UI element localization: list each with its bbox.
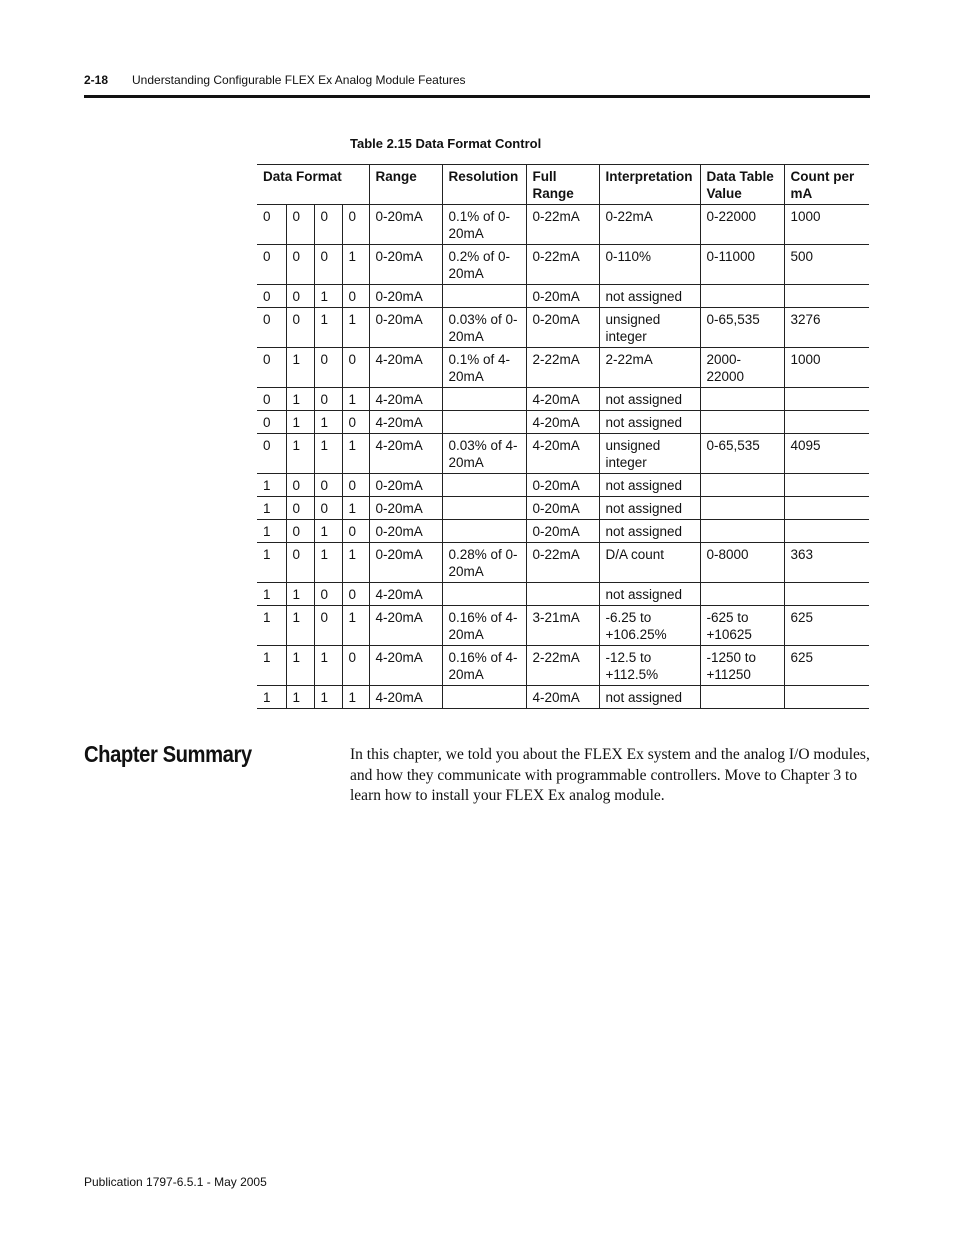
table-caption: Table 2.15 Data Format Control bbox=[350, 136, 542, 151]
table-row bbox=[257, 583, 869, 606]
cell-bit-3: 1 bbox=[342, 686, 369, 709]
cell-range: 4-20mA bbox=[369, 348, 442, 388]
cell-bit-2: 0 bbox=[314, 388, 342, 411]
cell-resolution bbox=[442, 686, 526, 709]
cell-range: 4-20mA bbox=[369, 583, 442, 606]
cell-full-range: 3-21mA bbox=[526, 606, 599, 646]
cell-bit-1: 0 bbox=[286, 497, 314, 520]
cell-full-range: 0-20mA bbox=[526, 497, 599, 520]
cell-bit-1: 1 bbox=[286, 646, 314, 686]
cell-bit-0: 1 bbox=[257, 583, 286, 606]
cell-bit-3: 0 bbox=[342, 520, 369, 543]
cell-bit-0: 0 bbox=[257, 245, 286, 285]
cell-data-table-value bbox=[700, 388, 784, 411]
cell-range: 0-20mA bbox=[369, 474, 442, 497]
cell-full-range: 0-22mA bbox=[526, 205, 599, 245]
cell-bit-0: 1 bbox=[257, 474, 286, 497]
cell-count-per-ma: 500 bbox=[784, 245, 869, 285]
section-heading: Chapter Summary bbox=[84, 741, 252, 767]
data-format-table bbox=[257, 164, 869, 709]
cell-count-per-ma bbox=[784, 497, 869, 520]
cell-full-range: 4-20mA bbox=[526, 434, 599, 474]
cell-bit-0: 0 bbox=[257, 205, 286, 245]
cell-bit-3: 0 bbox=[342, 474, 369, 497]
cell-resolution: 0.1% of 4-20mA bbox=[442, 348, 526, 388]
cell-bit-1: 0 bbox=[286, 520, 314, 543]
cell-data-table-value: 0-65,535 bbox=[700, 434, 784, 474]
cell-range: 4-20mA bbox=[369, 686, 442, 709]
cell-interpretation: not assigned bbox=[599, 285, 700, 308]
cell-full-range: 0-22mA bbox=[526, 543, 599, 583]
cell-range: 4-20mA bbox=[369, 411, 442, 434]
cell-bit-2: 0 bbox=[314, 205, 342, 245]
cell-bit-1: 0 bbox=[286, 474, 314, 497]
cell-interpretation: not assigned bbox=[599, 583, 700, 606]
cell-range: 0-20mA bbox=[369, 308, 442, 348]
cell-bit-0: 0 bbox=[257, 285, 286, 308]
cell-full-range: 0-20mA bbox=[526, 308, 599, 348]
cell-bit-2: 1 bbox=[314, 411, 342, 434]
cell-data-table-value bbox=[700, 686, 784, 709]
cell-bit-2: 1 bbox=[314, 520, 342, 543]
cell-data-table-value bbox=[700, 520, 784, 543]
cell-data-table-value: 0-8000 bbox=[700, 543, 784, 583]
cell-interpretation: -6.25 to +106.25% bbox=[599, 606, 700, 646]
cell-bit-3: 1 bbox=[342, 434, 369, 474]
cell-bit-1: 0 bbox=[286, 285, 314, 308]
cell-bit-0: 1 bbox=[257, 543, 286, 583]
cell-range: 0-20mA bbox=[369, 543, 442, 583]
cell-bit-1: 0 bbox=[286, 245, 314, 285]
cell-count-per-ma bbox=[784, 285, 869, 308]
summary-paragraph: In this chapter, we told you about the FLEX Ex system and the analog I/O modules, and how they communicate with programmable controllers. Move to Chapter 3 to learn how to install your FLEX Ex analog module. bbox=[350, 746, 870, 804]
cell-bit-2: 0 bbox=[314, 606, 342, 646]
cell-resolution: 0.1% of 0-20mA bbox=[442, 205, 526, 245]
cell-resolution: 0.16% of 4-20mA bbox=[442, 646, 526, 686]
cell-interpretation: 2-22mA bbox=[599, 348, 700, 388]
cell-resolution bbox=[442, 583, 526, 606]
cell-resolution: 0.2% of 0-20mA bbox=[442, 245, 526, 285]
cell-bit-3: 1 bbox=[342, 606, 369, 646]
cell-resolution: 0.03% of 0-20mA bbox=[442, 308, 526, 348]
table-row bbox=[257, 348, 869, 388]
cell-bit-3: 1 bbox=[342, 245, 369, 285]
col-header-data-table-value: Data Table Value bbox=[700, 165, 784, 205]
table-row bbox=[257, 606, 869, 646]
col-header-full-range: Full Range bbox=[526, 165, 599, 205]
table-row bbox=[257, 434, 869, 474]
table-row bbox=[257, 686, 869, 709]
cell-bit-3: 0 bbox=[342, 583, 369, 606]
cell-data-table-value bbox=[700, 411, 784, 434]
table-row bbox=[257, 520, 869, 543]
cell-data-table-value bbox=[700, 474, 784, 497]
cell-resolution: 0.16% of 4-20mA bbox=[442, 606, 526, 646]
cell-count-per-ma: 625 bbox=[784, 606, 869, 646]
cell-bit-3: 1 bbox=[342, 388, 369, 411]
cell-full-range: 4-20mA bbox=[526, 388, 599, 411]
cell-range: 0-20mA bbox=[369, 285, 442, 308]
cell-interpretation: not assigned bbox=[599, 474, 700, 497]
cell-bit-1: 1 bbox=[286, 434, 314, 474]
cell-bit-1: 1 bbox=[286, 388, 314, 411]
cell-bit-2: 1 bbox=[314, 285, 342, 308]
cell-resolution bbox=[442, 520, 526, 543]
table-row bbox=[257, 543, 869, 583]
cell-bit-1: 1 bbox=[286, 606, 314, 646]
cell-bit-3: 1 bbox=[342, 308, 369, 348]
table-row bbox=[257, 388, 869, 411]
cell-bit-3: 0 bbox=[342, 411, 369, 434]
cell-bit-2: 1 bbox=[314, 543, 342, 583]
cell-bit-0: 0 bbox=[257, 308, 286, 348]
cell-interpretation: not assigned bbox=[599, 411, 700, 434]
cell-resolution: 0.03% of 4-20mA bbox=[442, 434, 526, 474]
cell-data-table-value bbox=[700, 497, 784, 520]
cell-bit-1: 1 bbox=[286, 348, 314, 388]
cell-bit-2: 0 bbox=[314, 474, 342, 497]
cell-range: 0-20mA bbox=[369, 205, 442, 245]
cell-bit-0: 1 bbox=[257, 606, 286, 646]
cell-range: 0-20mA bbox=[369, 497, 442, 520]
cell-full-range: 0-20mA bbox=[526, 520, 599, 543]
table-row bbox=[257, 474, 869, 497]
cell-interpretation: not assigned bbox=[599, 497, 700, 520]
col-header-interpretation: Interpretation bbox=[599, 165, 700, 205]
cell-bit-2: 1 bbox=[314, 686, 342, 709]
cell-bit-2: 1 bbox=[314, 308, 342, 348]
col-header-count-per-ma: Count per mA bbox=[784, 165, 869, 205]
cell-data-table-value: -1250 to +11250 bbox=[700, 646, 784, 686]
cell-bit-2: 1 bbox=[314, 434, 342, 474]
page-number: 2-18 bbox=[84, 73, 109, 87]
cell-interpretation: not assigned bbox=[599, 388, 700, 411]
cell-range: 4-20mA bbox=[369, 646, 442, 686]
cell-data-table-value bbox=[700, 285, 784, 308]
table-row bbox=[257, 497, 869, 520]
cell-bit-3: 0 bbox=[342, 348, 369, 388]
cell-count-per-ma bbox=[784, 520, 869, 543]
col-header-range: Range bbox=[369, 165, 442, 205]
cell-count-per-ma: 4095 bbox=[784, 434, 869, 474]
publication-footer: Publication 1797-6.5.1 - May 2005 bbox=[84, 1175, 267, 1189]
cell-interpretation: -12.5 to +112.5% bbox=[599, 646, 700, 686]
cell-interpretation: unsigned integer bbox=[599, 434, 700, 474]
cell-full-range: 0-20mA bbox=[526, 285, 599, 308]
cell-full-range: 2-22mA bbox=[526, 348, 599, 388]
cell-bit-0: 0 bbox=[257, 348, 286, 388]
cell-interpretation: D/A count bbox=[599, 543, 700, 583]
cell-range: 4-20mA bbox=[369, 434, 442, 474]
cell-interpretation: 0-110% bbox=[599, 245, 700, 285]
cell-interpretation: unsigned integer bbox=[599, 308, 700, 348]
cell-bit-0: 0 bbox=[257, 434, 286, 474]
cell-bit-2: 0 bbox=[314, 583, 342, 606]
cell-data-table-value: 0-11000 bbox=[700, 245, 784, 285]
cell-count-per-ma bbox=[784, 583, 869, 606]
cell-resolution bbox=[442, 285, 526, 308]
cell-bit-0: 0 bbox=[257, 411, 286, 434]
cell-full-range: 4-20mA bbox=[526, 411, 599, 434]
cell-bit-1: 0 bbox=[286, 205, 314, 245]
cell-bit-0: 1 bbox=[257, 686, 286, 709]
cell-count-per-ma bbox=[784, 686, 869, 709]
cell-count-per-ma bbox=[784, 388, 869, 411]
cell-bit-1: 1 bbox=[286, 583, 314, 606]
table-row bbox=[257, 308, 869, 348]
cell-bit-2: 0 bbox=[314, 348, 342, 388]
cell-bit-1: 1 bbox=[286, 686, 314, 709]
cell-interpretation: 0-22mA bbox=[599, 205, 700, 245]
header-title: Understanding Configurable FLEX Ex Analog Module Features bbox=[132, 73, 466, 87]
cell-full-range: 4-20mA bbox=[526, 686, 599, 709]
table-row bbox=[257, 285, 869, 308]
cell-range: 4-20mA bbox=[369, 606, 442, 646]
cell-bit-1: 0 bbox=[286, 543, 314, 583]
cell-bit-1: 1 bbox=[286, 411, 314, 434]
table-row bbox=[257, 646, 869, 686]
cell-full-range bbox=[526, 583, 599, 606]
cell-resolution bbox=[442, 411, 526, 434]
cell-bit-3: 1 bbox=[342, 543, 369, 583]
cell-data-table-value: 2000-22000 bbox=[700, 348, 784, 388]
cell-full-range: 0-20mA bbox=[526, 474, 599, 497]
cell-range: 0-20mA bbox=[369, 245, 442, 285]
table-row bbox=[257, 411, 869, 434]
cell-bit-3: 0 bbox=[342, 646, 369, 686]
cell-count-per-ma: 363 bbox=[784, 543, 869, 583]
cell-bit-2: 0 bbox=[314, 497, 342, 520]
cell-bit-3: 0 bbox=[342, 285, 369, 308]
cell-resolution: 0.28% of 0-20mA bbox=[442, 543, 526, 583]
header-rule bbox=[84, 95, 870, 98]
cell-bit-2: 1 bbox=[314, 646, 342, 686]
cell-data-table-value: 0-65,535 bbox=[700, 308, 784, 348]
col-header-data-format: Data Format bbox=[257, 165, 369, 205]
cell-resolution bbox=[442, 474, 526, 497]
col-header-resolution: Resolution bbox=[442, 165, 526, 205]
cell-bit-3: 0 bbox=[342, 205, 369, 245]
cell-bit-3: 1 bbox=[342, 497, 369, 520]
table-row bbox=[257, 245, 869, 285]
cell-resolution bbox=[442, 497, 526, 520]
table-header-row bbox=[257, 165, 869, 205]
cell-data-table-value bbox=[700, 583, 784, 606]
cell-data-table-value: 0-22000 bbox=[700, 205, 784, 245]
cell-full-range: 0-22mA bbox=[526, 245, 599, 285]
cell-count-per-ma: 1000 bbox=[784, 348, 869, 388]
cell-count-per-ma: 1000 bbox=[784, 205, 869, 245]
cell-bit-1: 0 bbox=[286, 308, 314, 348]
cell-data-table-value: -625 to +10625 bbox=[700, 606, 784, 646]
cell-bit-0: 1 bbox=[257, 646, 286, 686]
cell-count-per-ma bbox=[784, 411, 869, 434]
cell-bit-0: 1 bbox=[257, 497, 286, 520]
cell-bit-0: 1 bbox=[257, 520, 286, 543]
cell-count-per-ma: 3276 bbox=[784, 308, 869, 348]
cell-bit-2: 0 bbox=[314, 245, 342, 285]
cell-range: 0-20mA bbox=[369, 520, 442, 543]
cell-count-per-ma bbox=[784, 474, 869, 497]
cell-bit-0: 0 bbox=[257, 388, 286, 411]
cell-count-per-ma: 625 bbox=[784, 646, 869, 686]
cell-full-range: 2-22mA bbox=[526, 646, 599, 686]
table-row bbox=[257, 205, 869, 245]
cell-range: 4-20mA bbox=[369, 388, 442, 411]
running-header bbox=[84, 73, 466, 87]
cell-resolution bbox=[442, 388, 526, 411]
cell-interpretation: not assigned bbox=[599, 520, 700, 543]
cell-interpretation: not assigned bbox=[599, 686, 700, 709]
